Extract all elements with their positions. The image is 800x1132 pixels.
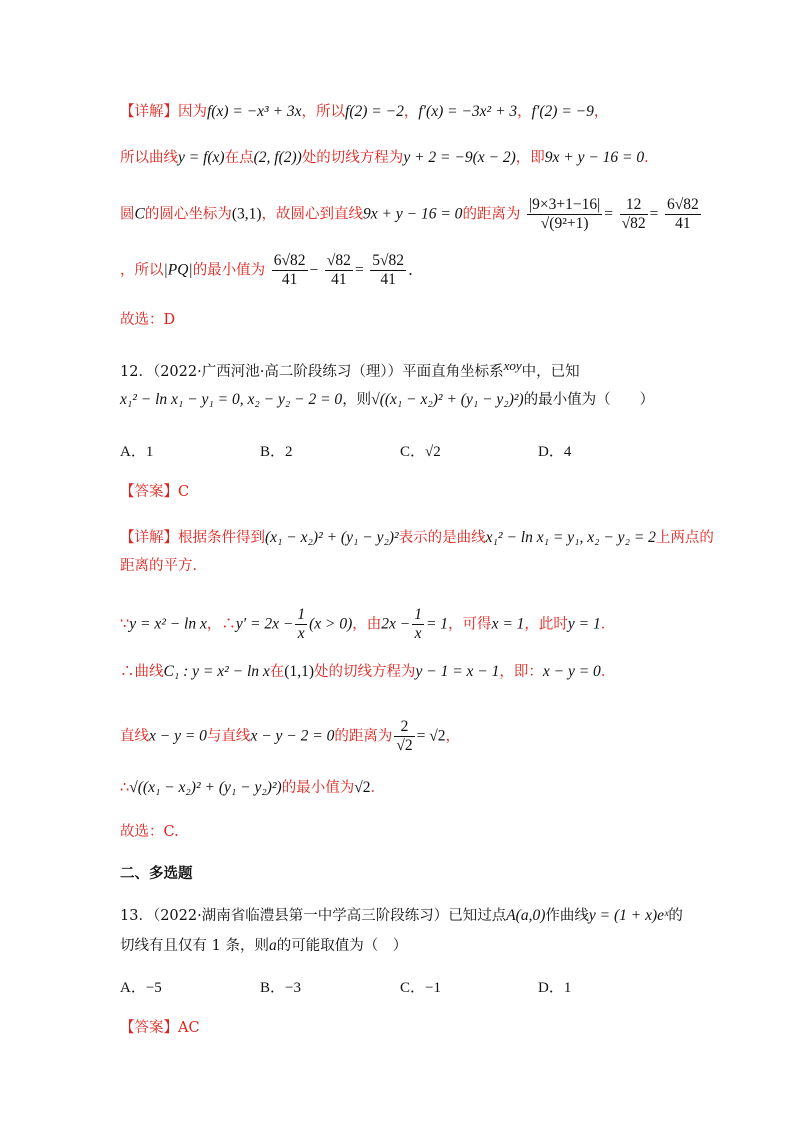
- math-y-def: y = x² − ln x: [129, 615, 207, 633]
- equals: =: [649, 205, 659, 223]
- math-line-b: x − y − 2 = 0: [250, 727, 335, 745]
- denominator: 41: [331, 271, 347, 288]
- math-center: (3,1): [231, 205, 262, 223]
- text: 的可能取值为（ ）: [276, 938, 408, 954]
- denominator: 41: [281, 271, 298, 288]
- math-tangent: y − 1 = x − 1: [415, 663, 500, 680]
- detail-12-line-3: [120, 606, 615, 643]
- answer-13: 【答案】AC: [120, 1020, 200, 1036]
- text: 的距离为: [334, 728, 393, 745]
- option-a: A．1: [120, 444, 154, 460]
- math-result: = √2: [416, 727, 446, 745]
- solution-11-line-1: [120, 100, 608, 124]
- math-point: (1,1): [284, 663, 314, 680]
- text: ．: [600, 664, 616, 680]
- math-line-a: x − y = 0: [149, 727, 207, 745]
- math-f2: f(2) = −2: [345, 103, 404, 120]
- fraction-c: [370, 252, 406, 289]
- fraction-12-root82: [620, 196, 648, 233]
- numerator: |9×3+1−16|: [529, 196, 601, 213]
- text: ，则: [342, 392, 372, 408]
- text: ，∴: [206, 616, 236, 633]
- text: ，: [445, 728, 460, 745]
- math-eq-b: = 1: [425, 615, 449, 633]
- denominator: √82: [621, 215, 646, 232]
- math-y1: y = 1: [567, 615, 601, 633]
- option-c: C．√2: [400, 444, 441, 460]
- math-condition: x₁² − ln x₁ − y₁ = 0, x₂ − y₂ − 2 = 0: [120, 391, 343, 408]
- text: ，所以: [301, 104, 346, 120]
- text: ．: [644, 150, 659, 166]
- minus: −: [309, 261, 319, 279]
- math-curve: y = (1 + x)eˣ: [588, 907, 669, 924]
- text: 的最小值为（ ）: [523, 392, 655, 408]
- section-title: 二、多选题: [120, 865, 193, 882]
- denominator: x: [297, 625, 305, 642]
- text: ，: [593, 104, 609, 120]
- text: ，即：: [499, 664, 543, 680]
- equals: =: [354, 261, 364, 279]
- detail-12-line-1: [120, 526, 714, 550]
- text: ．: [370, 780, 385, 796]
- therefore-symbol: ∴: [120, 780, 130, 796]
- text: 的: [668, 908, 683, 924]
- equals: =: [604, 205, 613, 223]
- text: 中，已知: [521, 364, 580, 380]
- math-line: x − y = 0: [542, 663, 601, 680]
- text: 在点: [224, 150, 254, 166]
- text: 的距离为: [462, 206, 521, 223]
- math-fprime2: f′(2) = −9: [531, 103, 594, 120]
- text: ，此时: [524, 616, 568, 633]
- question-source: （2022·广西河池·高二阶段练习（理））平面直角坐标系: [152, 364, 504, 380]
- numerator: 6√82: [666, 196, 699, 213]
- text: ，故圆心到直线: [261, 206, 364, 223]
- detail-label: 【详解】因为: [120, 104, 207, 120]
- question-number: 13．: [120, 908, 153, 924]
- text: 的最小值为: [281, 780, 355, 796]
- text: 处的切线方程为: [301, 150, 404, 166]
- fraction-1-x: [295, 606, 307, 643]
- fraction-a: [272, 252, 308, 289]
- math-curves: x₁² − ln x₁ = y₁, x₂ − y₂ = 2: [485, 529, 656, 546]
- answer-12-final: 故选：C.: [120, 824, 179, 840]
- numerator: 2: [394, 718, 414, 737]
- denominator: √(9²+1): [540, 215, 589, 232]
- question-13-line-2: [120, 934, 407, 958]
- text: 圆: [120, 206, 135, 223]
- text: ，可得: [448, 616, 492, 633]
- text: 的最小值为: [192, 262, 266, 279]
- question-12-line-1: [120, 354, 580, 384]
- text: ，所以: [120, 262, 164, 279]
- numerator: 12: [620, 196, 648, 215]
- math-tangent: y + 2 = −9(x − 2): [403, 149, 516, 166]
- denominator: 41: [380, 271, 396, 288]
- detail-12-line-4: [120, 660, 615, 684]
- option-d: D．4: [538, 444, 572, 460]
- numerator: 1: [297, 606, 306, 623]
- denominator: x: [414, 625, 422, 642]
- detail-label: 【详解】根据条件得到: [120, 530, 265, 546]
- text: 直线: [120, 728, 149, 745]
- text: 与直线: [206, 728, 251, 745]
- text: ，: [403, 104, 419, 120]
- math-point: (2, f(2)): [253, 149, 302, 166]
- numerator: 5√82: [372, 252, 405, 269]
- math-point-a: A(a,0): [506, 907, 546, 924]
- question-number: 12．: [120, 364, 153, 380]
- text: 处的切线方程为: [313, 664, 416, 680]
- text: ∴曲线: [120, 664, 164, 680]
- option-d: D．1: [538, 980, 572, 996]
- option-c: C．−1: [400, 980, 441, 996]
- math-a: a: [268, 937, 277, 954]
- detail-12-line-2: 距离的平方．: [120, 558, 207, 574]
- text: ，即: [515, 150, 545, 166]
- math-distance-expr: √((x₁ − x₂)² + (y₁ − y₂)²): [129, 779, 282, 796]
- period: ．: [408, 261, 424, 279]
- math-curve-c1: C₁ : y = x² − ln x: [163, 663, 270, 680]
- text: 切线有且仅有 1 条，则: [120, 938, 269, 954]
- fraction-distance: [527, 196, 602, 233]
- math-squared-sum: (x₁ − x₂)² + (y₁ − y₂)²: [265, 529, 399, 546]
- math-fprime: f′(x) = −3x² + 3: [418, 103, 518, 120]
- detail-12-line-5: [120, 718, 460, 755]
- solution-11-line-3: [120, 196, 703, 233]
- question-12-line-2: [120, 388, 654, 412]
- math-distance-expr: √((x₁ − x₂)² + (y₁ − y₂)²): [371, 391, 524, 408]
- solution-11-line-2: [120, 146, 659, 170]
- option-b: B．−3: [260, 980, 301, 996]
- denominator: 41: [675, 215, 691, 232]
- text: 作曲线: [545, 908, 589, 924]
- math-line: 9x + y − 16 = 0: [544, 149, 645, 166]
- fraction-2-root2: [394, 718, 414, 755]
- math-curve: y = f(x): [178, 149, 225, 166]
- math-f-def: f(x) = −x³ + 3x: [207, 103, 302, 120]
- text: ，: [517, 104, 532, 120]
- math-eq-a: 2x −: [381, 615, 411, 633]
- option-a: A．−5: [120, 980, 162, 996]
- text: ．: [600, 616, 616, 633]
- question-13-line-1: [120, 904, 683, 928]
- option-b: B．2: [260, 444, 293, 460]
- text: 在: [269, 664, 285, 680]
- math-derivative: y′ = 2x −: [235, 615, 294, 633]
- math-pq: |PQ|: [163, 261, 193, 279]
- math-circle-c: C: [134, 205, 145, 223]
- text: ，由: [352, 616, 382, 633]
- text: 上两点的: [655, 530, 714, 546]
- text: 所以曲线: [120, 150, 178, 166]
- question-source: （2022·湖南省临澧县第一中学高三阶段练习）已知过点: [152, 908, 507, 924]
- numerator: 1: [414, 606, 422, 623]
- answer-12: 【答案】C: [120, 484, 190, 500]
- math-root2: √2: [354, 779, 371, 796]
- math-line: 9x + y − 16 = 0: [363, 205, 463, 223]
- text: 表示的是曲线: [398, 530, 486, 546]
- fraction-b: [325, 252, 353, 289]
- detail-12-line-6: [120, 776, 385, 800]
- numerator: 6√82: [273, 252, 306, 269]
- because-symbol: ∵: [120, 616, 130, 633]
- math-domain: (x > 0): [309, 615, 353, 633]
- fraction-1-x-b: [412, 606, 424, 643]
- text: 的圆心坐标为: [144, 206, 232, 223]
- solution-11-line-4: [120, 252, 424, 289]
- answer-11: 故选：D: [120, 312, 176, 328]
- math-x1: x = 1: [491, 615, 525, 633]
- fraction-6root82-41: [665, 196, 701, 233]
- math-xoy: xoy: [503, 358, 522, 373]
- denominator: √2: [396, 737, 413, 754]
- numerator: √82: [326, 252, 351, 269]
